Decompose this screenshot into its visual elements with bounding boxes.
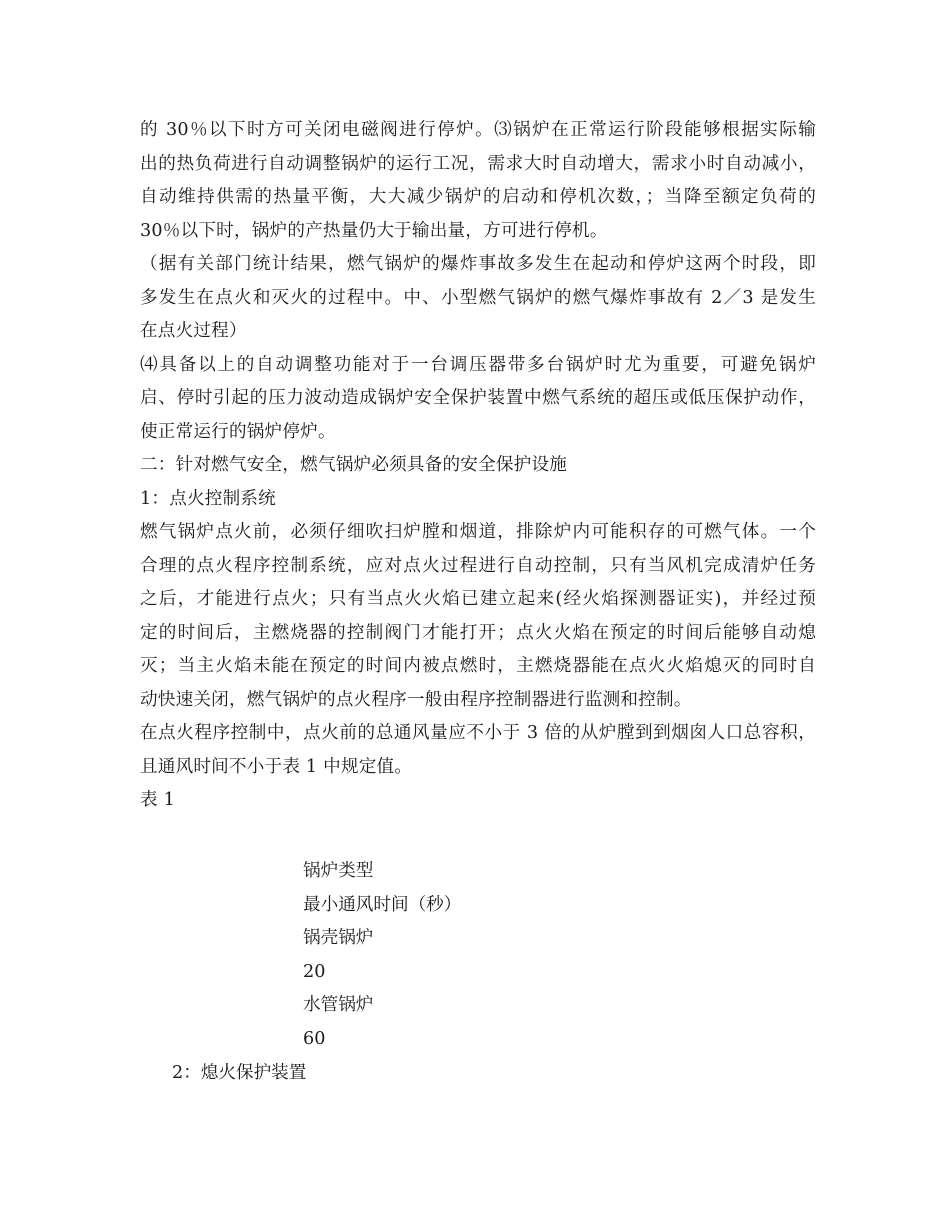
paragraph-line: 的 30％以下时方可关闭电磁阀进行停炉。⑶锅炉在正常运行阶段能够根据实际输	[140, 120, 816, 140]
table-caption: 表 1	[140, 790, 175, 810]
section-heading: 二：针对燃气安全，燃气锅炉必须具备的安全保护设施	[140, 455, 568, 475]
paragraph-line: 在点火过程）	[140, 321, 247, 341]
paragraph-line: 之后，才能进行点火；只有当点火火焰已建立起来(经火焰探测器证实)，并经过预	[140, 589, 816, 609]
paragraph-line: 且通风时间不小于表 1 中规定值。	[140, 756, 413, 777]
paragraph-line: 启、停时引起的压力波动造成锅炉安全保护装置中燃气系统的超压或低压保护动作，	[140, 388, 816, 408]
paragraph-line: ⑷具备以上的自动调整功能对于一台调压器带多台锅炉时尤为重要，可避免锅炉	[140, 354, 816, 375]
ventilation-table	[303, 855, 461, 1056]
table-cell-ventilation-time: 60	[303, 1028, 326, 1049]
paragraph-line: 定的时间后，主燃烧器的控制阀门才能打开；点火火焰在预定的时间后能够自动熄	[140, 622, 816, 643]
paragraph-line: 灭；当主火焰未能在预定的时间内被点燃时，主燃烧器能在点火火焰熄灭的同时自	[140, 656, 816, 676]
table-header-boiler-type: 锅炉类型	[303, 861, 374, 881]
table-cell-boiler-type: 水管锅炉	[303, 995, 374, 1015]
paragraph-line: （据有关部门统计结果，燃气锅炉的爆炸事故多发生在起动和停炉这两个时段，即	[140, 254, 816, 274]
paragraph-line: 使正常运行的锅炉停炉。	[140, 421, 336, 442]
table-header-min-ventilation-time: 最小通风时间（秒）	[303, 894, 462, 915]
table-cell-ventilation-time: 20	[303, 961, 326, 982]
paragraph-line: 燃气锅炉点火前，必须仔细吹扫炉膛和烟道，排除炉内可能积存的可燃气体。一个	[140, 522, 816, 542]
table-cell-boiler-type: 锅壳锅炉	[303, 928, 374, 948]
subsection-heading: 1：点火控制系统	[140, 488, 276, 509]
paragraph-line: 动快速关闭，燃气锅炉的点火程序一般由程序控制器进行监测和控制。	[140, 689, 692, 710]
paragraph-line: 自动维持供需的热量平衡，大大减少锅炉的启动和停机次数，；当降至额定负荷的	[140, 187, 816, 207]
paragraph-line: 多发生在点火和灭火的过程中。中、小型燃气锅炉的燃气爆炸事故有 2／3 是发生	[140, 287, 816, 308]
paragraph-line: 出的热负荷进行自动调整锅炉的运行工况，需求大时自动增大，需求小时自动减小，	[140, 153, 816, 174]
body-text	[140, 114, 816, 818]
subsection-heading: 2：熄火保护装置	[172, 1063, 307, 1083]
paragraph-line: 30％以下时，锅炉的产热量仍大于输出量，方可进行停机。	[140, 220, 608, 241]
paragraph-line: 合理的点火程序控制系统，应对点火过程进行自动控制，只有当风机完成清炉任务	[140, 555, 816, 576]
paragraph-line: 在点火程序控制中，点火前的总通风量应不小于 3 倍的从炉膛到到烟囱人口总容积，	[140, 723, 816, 743]
